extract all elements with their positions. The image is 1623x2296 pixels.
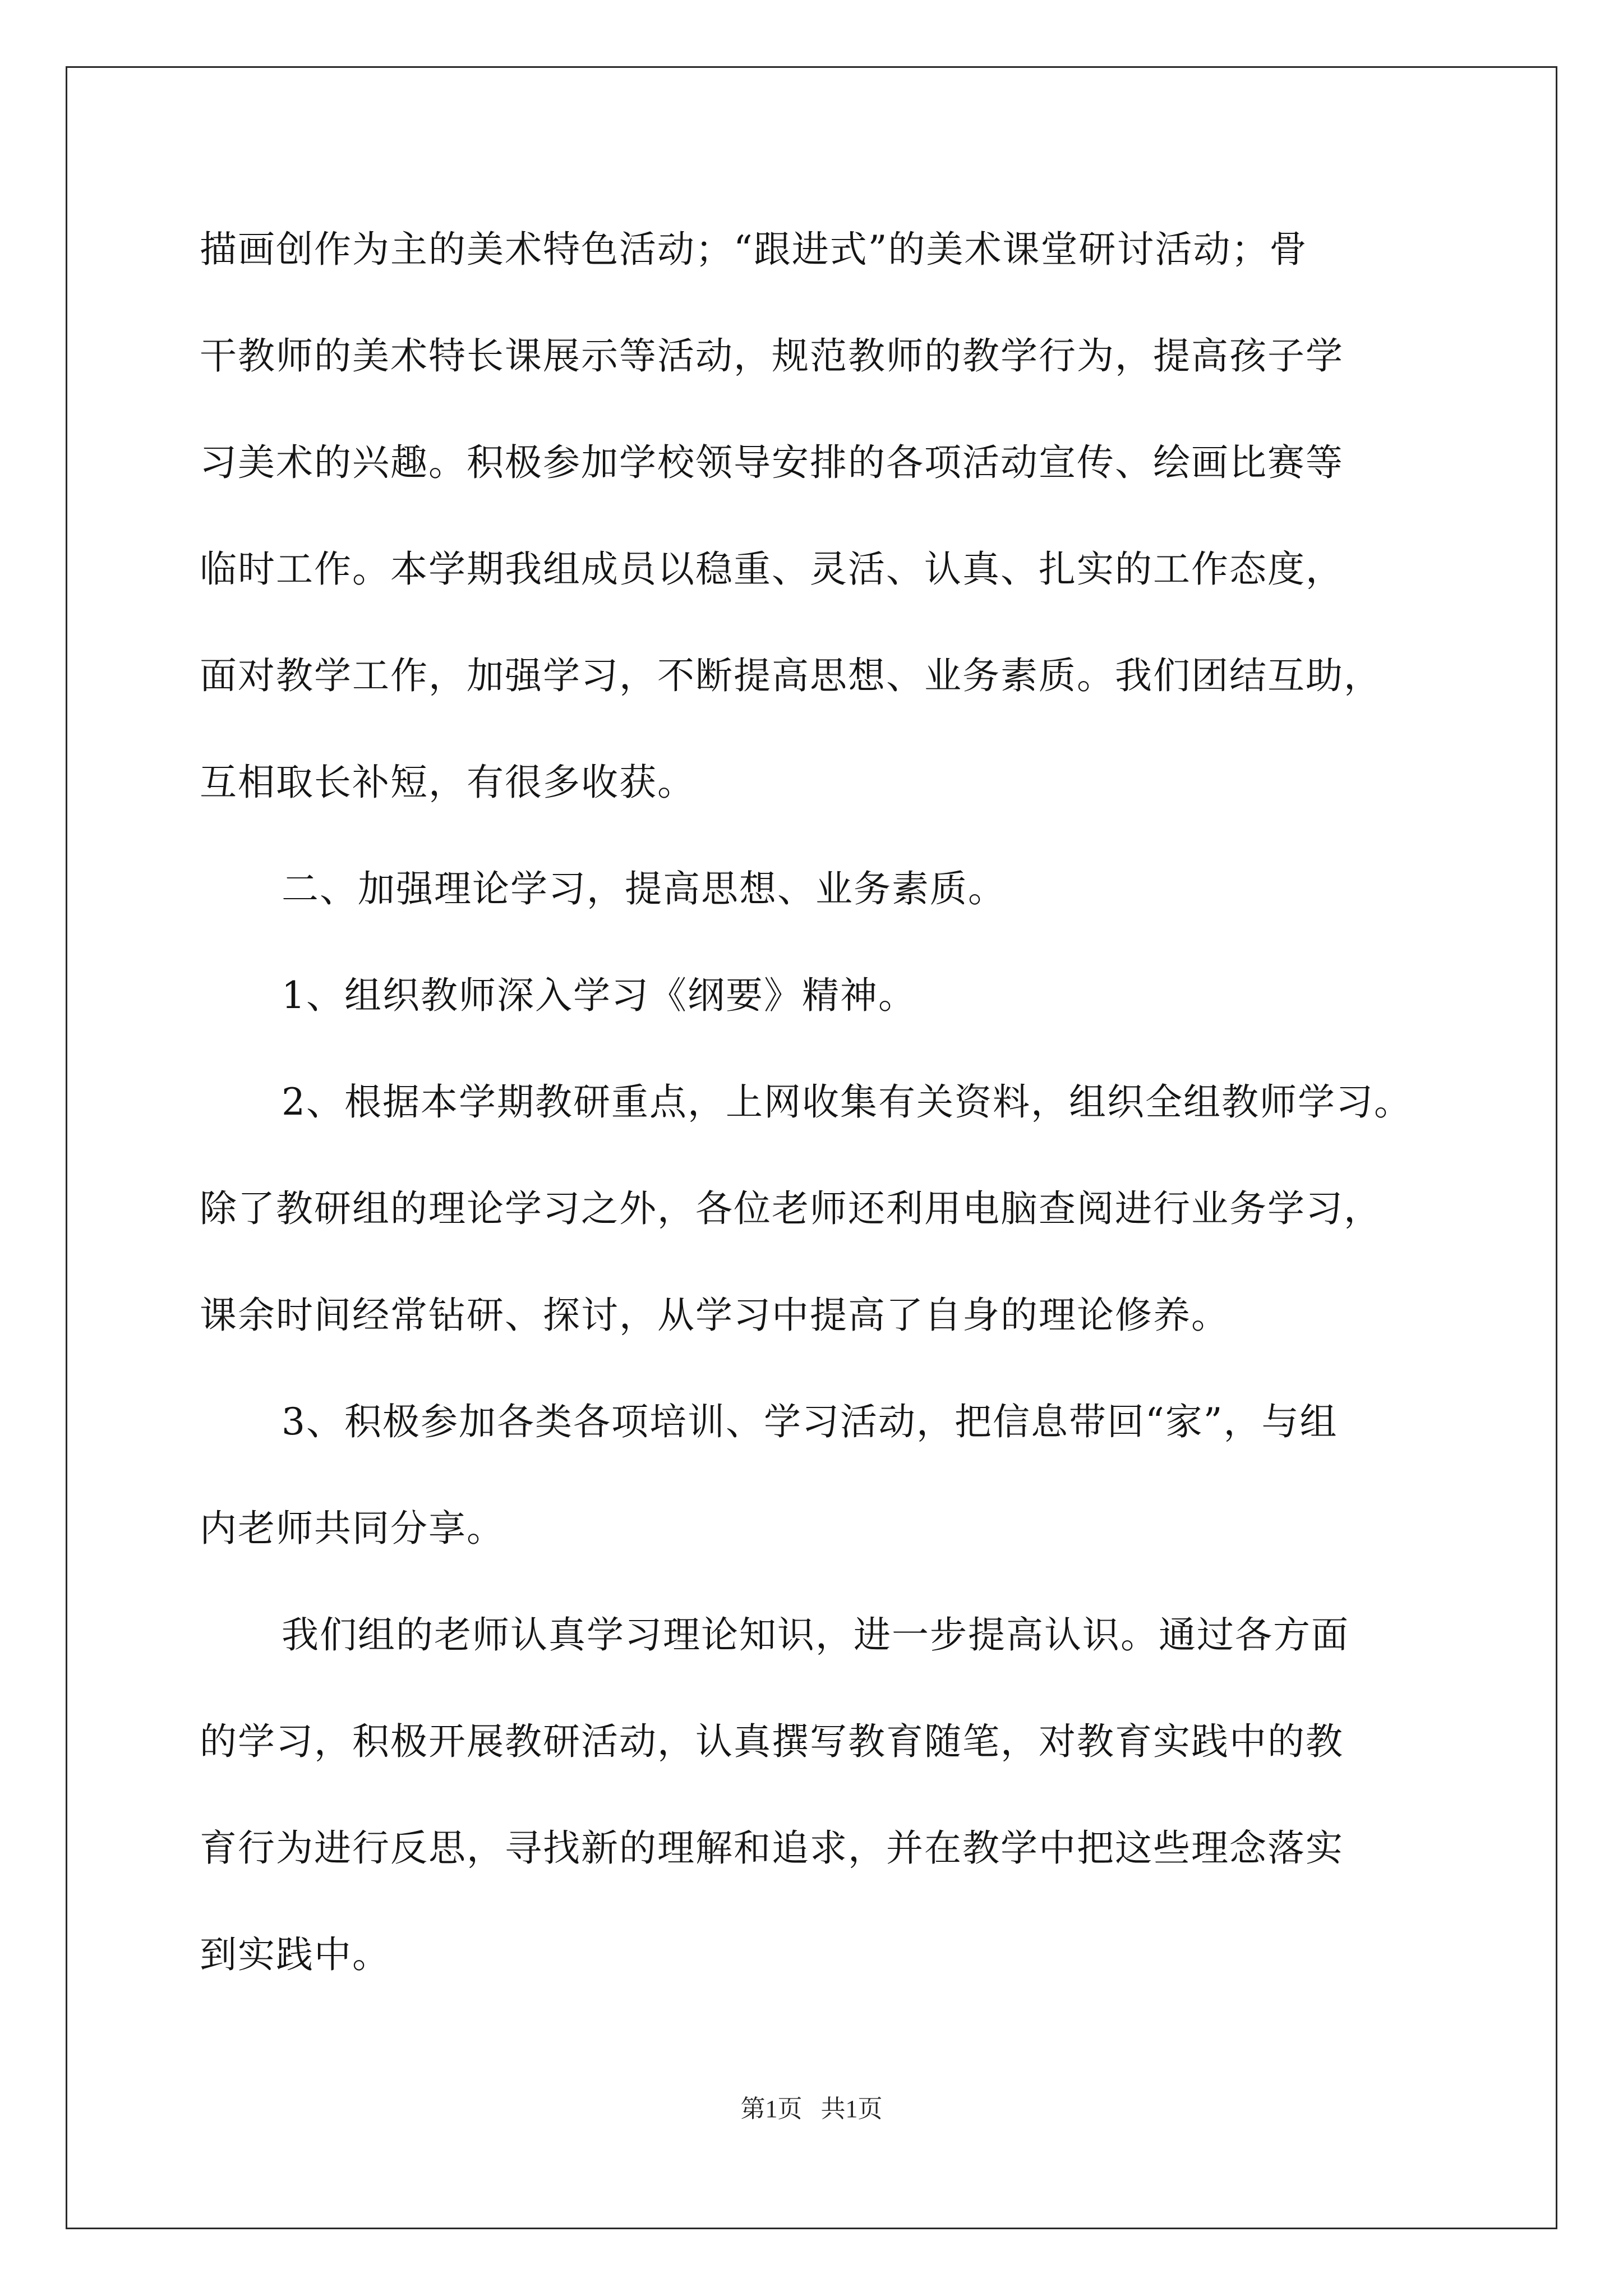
text-line: 互相取长补短，有很多收获。	[200, 761, 695, 804]
text-line: 课余时间经常钻研、探讨，从学习中提高了自身的理论修养。	[200, 1294, 1229, 1337]
text-line: 我们组的老师认真学习理论知识，进一步提高认识。通过各方面	[282, 1613, 1349, 1657]
text-line: 育行为进行反思，寻找新的理解和追求，并在教学中把这些理念落实	[200, 1826, 1344, 1870]
text-line: 干教师的美术特长课展示等活动，规范教师的教学行为，提高孩子学	[200, 334, 1344, 378]
page-number: 第1页 共1页	[740, 2095, 883, 2123]
text-line: 内老师共同分享。	[200, 1507, 505, 1550]
text-line: 2、根据本学期教研重点，上网收集有关资料，组织全组教师学习。	[282, 1080, 1412, 1124]
text-line: 3、积极参加各类各项培训、学习活动，把信息带回“家”，与组	[282, 1400, 1338, 1443]
text-line: 的学习，积极开展教研活动，认真撰写教育随笔，对教育实践中的教	[200, 1720, 1344, 1763]
text-line: 1、组织教师深入学习《纲要》精神。	[282, 974, 916, 1017]
text-line: 面对教学工作，加强学习，不断提高思想、业务素质。我们团结互助，	[200, 654, 1382, 697]
section-heading: 二、加强理论学习，提高思想、业务素质。	[282, 867, 1006, 910]
page-border	[66, 66, 1557, 2229]
text-line: 临时工作。本学期我组成员以稳重、灵活、认真、扎实的工作态度，	[200, 547, 1344, 591]
text-line: 除了教研组的理论学习之外，各位老师还利用电脑查阅进行业务学习，	[200, 1187, 1382, 1230]
text-line: 描画创作为主的美术特色活动；“跟进式”的美术课堂研讨活动；骨	[200, 228, 1308, 271]
text-line: 习美术的兴趣。积极参加学校领导安排的各项活动宣传、绘画比赛等	[200, 441, 1344, 484]
text-line: 到实践中。	[200, 1933, 390, 1976]
